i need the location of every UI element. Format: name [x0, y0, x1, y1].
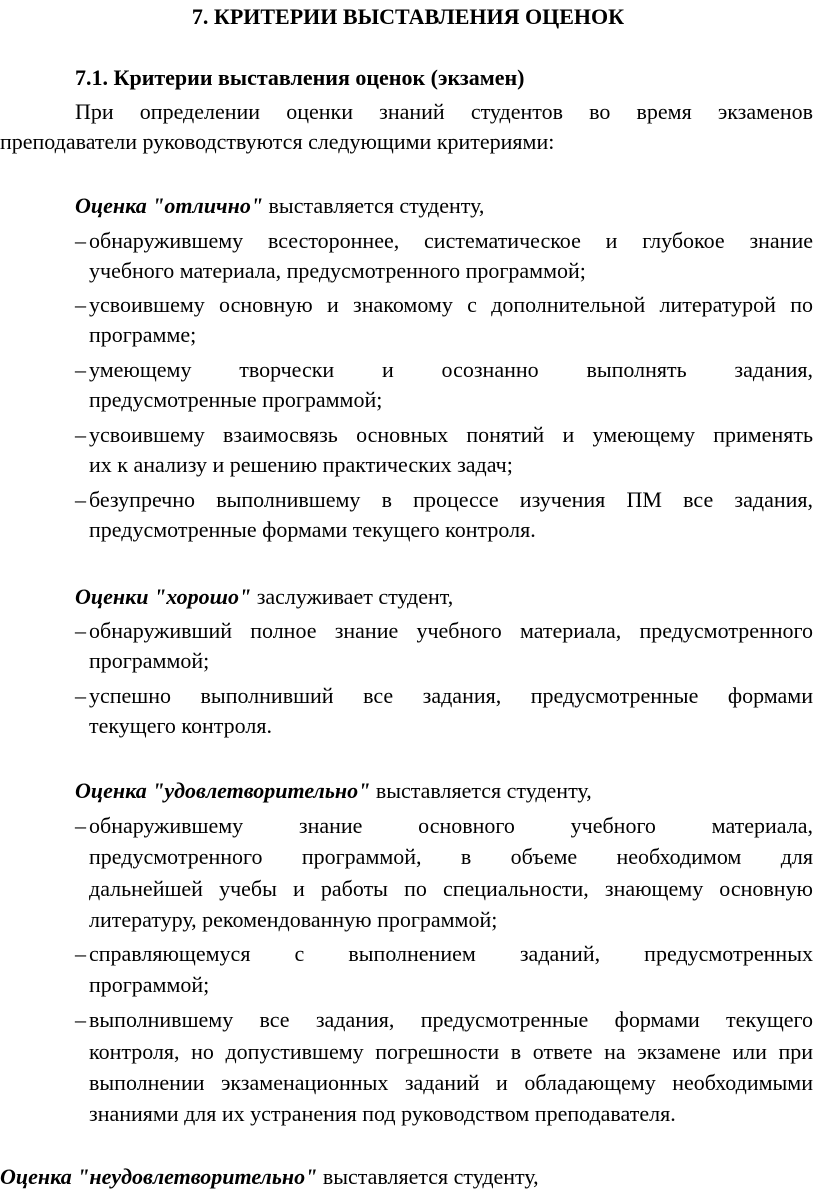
- section-heading: 7.1. Критерии выставления оценок (экзамен): [75, 65, 525, 90]
- grade-good-heading: [75, 582, 453, 612]
- list-item: усвоившему основную и знакомому с дополнительной литературой по: [89, 292, 813, 317]
- bullet-dash: –: [75, 228, 86, 253]
- grade-satisfactory-rest: выставляется студенту,: [370, 778, 592, 803]
- list-item-continuation: литературу, рекомендованную программой;: [89, 907, 498, 932]
- bullet-dash: –: [75, 357, 86, 382]
- list-item-continuation: текущего контроля.: [89, 713, 272, 738]
- bullet-dash: –: [75, 487, 86, 512]
- list-item: выполнившему все задания, предусмотренные формами текущего: [89, 1007, 813, 1032]
- list-item: усвоившему взаимосвязь основных понятий и умеющему применять: [89, 422, 813, 447]
- grade-satisfactory-label: Оценка "удовлетворительно": [75, 778, 371, 803]
- list-item: успешно выполнивший все задания, предусмотренные формами: [89, 683, 813, 708]
- bullet-dash: –: [75, 422, 86, 447]
- grade-unsatisfactory-rest: выставляется студенту,: [317, 1164, 539, 1189]
- list-item-continuation: программой;: [89, 648, 210, 673]
- bullet-dash: –: [75, 813, 86, 838]
- list-item-continuation: программе;: [89, 322, 197, 347]
- bullet-dash: –: [75, 1007, 86, 1032]
- list-item-continuation: предусмотренные формами текущего контроля.: [89, 517, 536, 542]
- grade-satisfactory-heading: [75, 776, 592, 806]
- page-title: 7. КРИТЕРИИ ВЫСТАВЛЕНИЯ ОЦЕНОК: [191, 4, 625, 29]
- intro-line-1: При определении оценки знаний студентов во время экзаменов: [75, 99, 813, 124]
- list-item-continuation: дальнейшей учебы и работы по специальности, знающему основную: [89, 876, 813, 901]
- list-item: обнаружившему знание основного учебного материала,: [89, 813, 813, 838]
- list-item-continuation: контроля, но допустившему погрешности в ответе на экзамене или при: [89, 1039, 813, 1064]
- grade-excellent-heading: [75, 191, 484, 221]
- bullet-dash: –: [75, 941, 86, 966]
- list-item-continuation: учебного материала, предусмотренного программой;: [89, 258, 586, 283]
- grade-excellent-rest: выставляется студенту,: [263, 193, 485, 218]
- list-item: обнаруживший полное знание учебного материала, предусмотренного: [89, 618, 813, 643]
- grade-unsatisfactory-label: Оценка "неудовлетворительно": [0, 1164, 318, 1189]
- grade-good-label: Оценки "хорошо": [75, 584, 252, 609]
- bullet-dash: –: [75, 683, 86, 708]
- list-item-continuation: предусмотренного программой, в объеме необходимом для: [89, 844, 813, 869]
- grade-good-rest: заслуживает студент,: [251, 584, 454, 609]
- list-item: умеющему творчески и осознанно выполнять задания,: [89, 357, 813, 382]
- list-item-continuation: их к анализу и решению практических задач;: [89, 452, 513, 477]
- bullet-dash: –: [75, 618, 86, 643]
- bullet-dash: –: [75, 292, 86, 317]
- intro-line-2: преподаватели руководствуются следующими критериями:: [0, 129, 555, 154]
- list-item-continuation: предусмотренные программой;: [89, 387, 383, 412]
- list-item: безупречно выполнившему в процессе изучения ПМ все задания,: [89, 487, 813, 512]
- grade-excellent-label: Оценка "отлично": [75, 193, 264, 218]
- list-item: обнаружившему всестороннее, систематическое и глубокое знание: [89, 228, 813, 253]
- grade-unsatisfactory-heading: [0, 1162, 539, 1192]
- list-item-continuation: выполнении экзаменационных заданий и обладающему необходимыми: [89, 1070, 813, 1095]
- list-item: справляющемуся с выполнением заданий, предусмотренных: [89, 941, 813, 966]
- list-item-continuation: знаниями для их устранения под руководством преподавателя.: [89, 1101, 676, 1126]
- list-item-continuation: программой;: [89, 972, 210, 997]
